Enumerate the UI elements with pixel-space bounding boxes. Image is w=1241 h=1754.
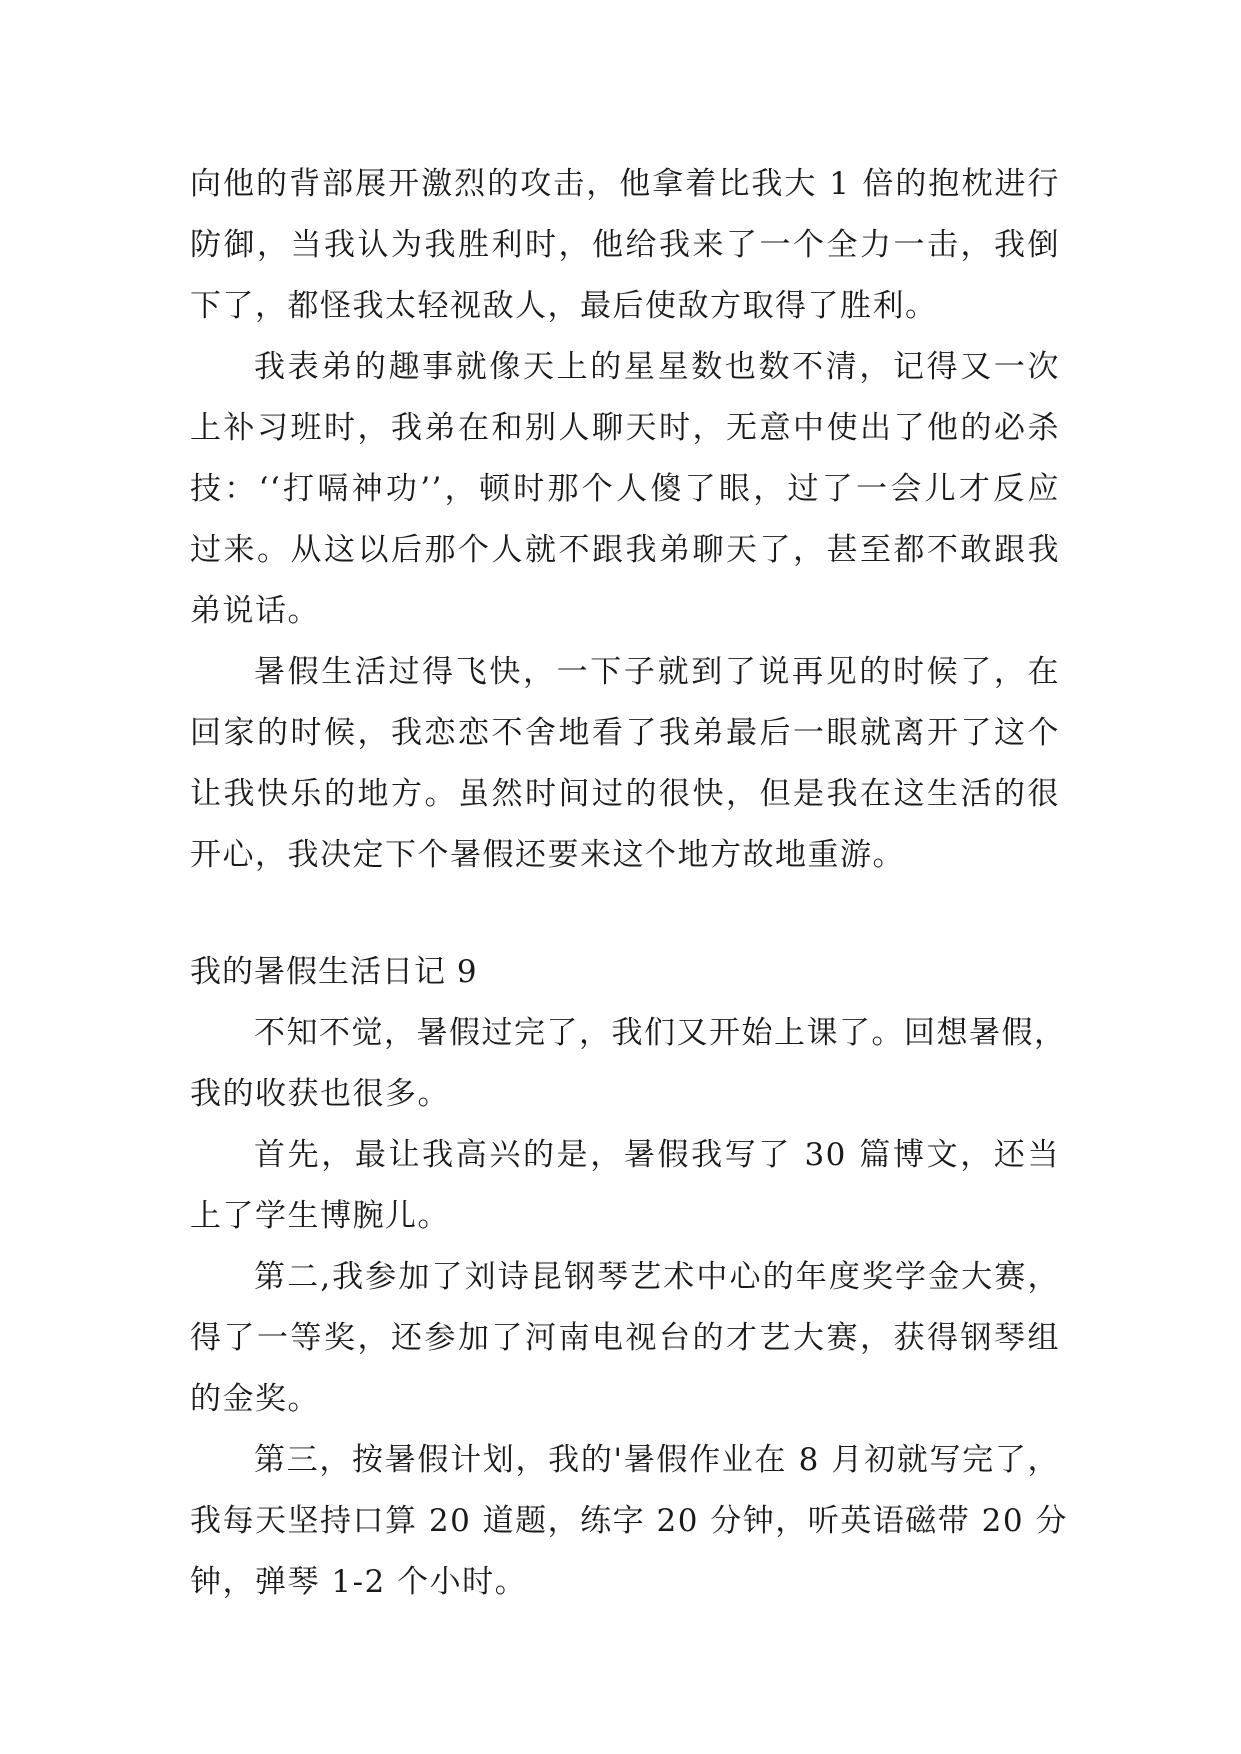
text-line: 我的收获也很多。 bbox=[190, 1076, 450, 1112]
text-line: 不知不觉，暑假过完了，我们又开始上课了。回想暑假， bbox=[254, 1015, 1067, 1051]
text-line: 第三，按暑假计划，我的'暑假作业在 8 月初就写完了， bbox=[254, 1442, 1060, 1478]
paragraph bbox=[190, 1125, 1060, 1247]
text-line: 首先，最让我高兴的是，暑假我写了 30 篇博文，还当 bbox=[254, 1137, 1060, 1173]
text-line: 开心，我决定下个暑假还要来这个地方故地重游。 bbox=[190, 837, 905, 873]
paragraph bbox=[190, 1247, 1060, 1430]
text-line: 我每天坚持口算 20 道题，练字 20 分钟，听英语磁带 20 分 bbox=[190, 1503, 1068, 1539]
paragraph bbox=[190, 1003, 1067, 1125]
paragraph bbox=[190, 154, 1060, 337]
text-line: 得了一等奖，还参加了河南电视台的才艺大赛，获得钢琴组 bbox=[190, 1320, 1060, 1356]
document-body bbox=[190, 154, 1068, 1613]
text-line: 我表弟的趣事就像天上的星星数也数不清，记得又一次 bbox=[254, 349, 1060, 385]
text-line: 暑假生活过得飞快，一下子就到了说再见的时候了，在 bbox=[254, 654, 1060, 690]
text-line: 回家的时候，我恋恋不舍地看了我弟最后一眼就离开了这个 bbox=[190, 715, 1060, 751]
text-line: 的金奖。 bbox=[190, 1381, 320, 1417]
text-line: 下了，都怪我太轻视敌人，最后使敌方取得了胜利。 bbox=[190, 288, 938, 324]
text-line: 向他的背部展开激烈的攻击，他拿着比我大 1 倍的抱枕进行 bbox=[190, 166, 1060, 202]
paragraph bbox=[190, 1430, 1068, 1613]
section-title: 我的暑假生活日记 9 bbox=[190, 954, 478, 990]
text-line: 让我快乐的地方。虽然时间过的很快，但是我在这生活的很 bbox=[190, 776, 1060, 812]
text-line: 第二,我参加了刘诗昆钢琴艺术中心的年度奖学金大赛， bbox=[254, 1259, 1060, 1295]
text-line: 技：‘‘打嗝神功’’，顿时那个人傻了眼，过了一会儿才反应 bbox=[190, 471, 1060, 507]
paragraph bbox=[190, 337, 1060, 642]
text-line: 防御，当我认为我胜利时，他给我来了一个全力一击，我倒 bbox=[190, 227, 1060, 263]
text-line: 上补习班时，我弟在和别人聊天时，无意中使出了他的必杀 bbox=[190, 410, 1060, 446]
text-line: 过来。从这以后那个人就不跟我弟聊天了，甚至都不敢跟我 bbox=[190, 532, 1060, 568]
text-line: 上了学生博腕儿。 bbox=[190, 1198, 450, 1234]
section-spacer bbox=[190, 886, 1060, 942]
paragraph bbox=[190, 642, 1060, 886]
text-line: 弟说话。 bbox=[190, 593, 320, 629]
text-line: 钟，弹琴 1-2 个小时。 bbox=[190, 1564, 528, 1600]
